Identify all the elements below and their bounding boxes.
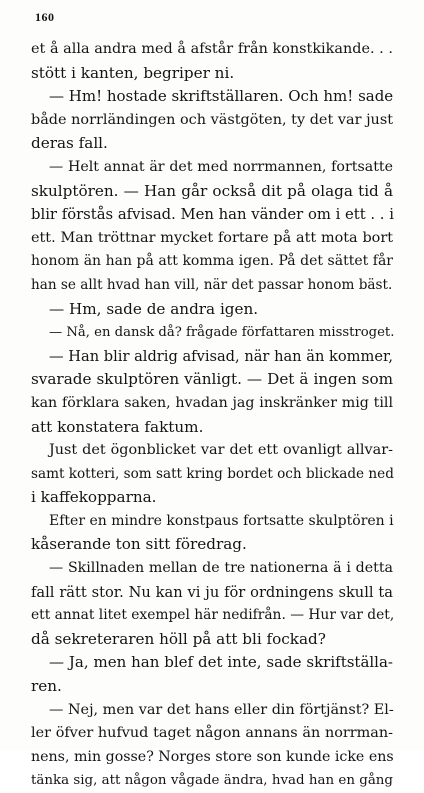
text-line: Efter en mindre konstpaus fortsatte skulptören i (49, 512, 394, 529)
text-line: — Nej, men var det hans eller din förtjänst? El- (49, 701, 394, 718)
text-line: ett. Man tröttnar mycket fortare på att mota bort (31, 229, 393, 246)
text-line: i kaffekopparna. (31, 488, 157, 507)
text-line: et å alla andra med å afstår från konstkikande. . . (31, 41, 393, 57)
text-line: — Hm, sade de andra igen. (49, 299, 259, 318)
text-line: Just det ögonblicket var det ett ovanligt allvar- (49, 442, 393, 459)
text-line: — Nå, en dansk då? frågade författaren misstroget. (49, 325, 395, 341)
text-line: — Helt annat är det med norrmannen, fortsatte (49, 158, 393, 175)
text-line: — Ja, men han blef det inte, sade skriftställa- (49, 653, 393, 672)
text-line: fall rätt stor. Nu kan vi ju för ordningens skull ta (31, 583, 393, 601)
text-line: svarade skulptören vänligt. — Det ä ingen som (31, 370, 393, 389)
page-text-block (31, 38, 393, 793)
text-line: — Skillnaden mellan de tre nationerna ä i detta (49, 560, 393, 577)
page-number: 160 (35, 10, 55, 24)
text-line: blir förstås afvisad. Men han vänder om i ett . . i (31, 206, 394, 224)
text-line: deras fall. (31, 134, 108, 153)
text-line: nens, min gosse? Norges store son kunde icke ens (31, 748, 394, 765)
text-line: ren. (31, 677, 62, 696)
text-line: samt kotteri, som satt kring bordet och blickade ned (31, 465, 394, 482)
text-line: tänka sig, att någon vågade ändra, hvad han en gång (31, 773, 393, 789)
text-line: stött i kanten, begriper ni. (31, 63, 235, 82)
text-line: ler öfver hufvud taget någon annans än norrman- (31, 725, 393, 742)
text-line: han se allt hvad han vill, när det passar honom bäst. (31, 276, 393, 293)
text-line: både norrländingen och västgöten, ty det var just (31, 111, 393, 128)
text-line: honom än han på att komma igen. På det sättet får (31, 253, 393, 270)
text-line: — Hm! hostade skriftställaren. Och hm! sade (49, 87, 394, 106)
text-line: skulptören. — Han går också dit på olaga tid å (31, 181, 393, 200)
text-line: kan förklara saken, hvadan jag inskränker mig till (31, 394, 393, 411)
text-line: att konstatera faktum. (31, 417, 204, 436)
text-line: ett annat litet exempel här nedifrån. — Hur var det, (31, 607, 395, 624)
text-line: — Han blir aldrig afvisad, när han än kommer, (49, 347, 393, 365)
text-line: kåserande ton sitt föredrag. (31, 535, 247, 554)
text-line: då sekreteraren höll på att bli fockad? (31, 629, 326, 648)
